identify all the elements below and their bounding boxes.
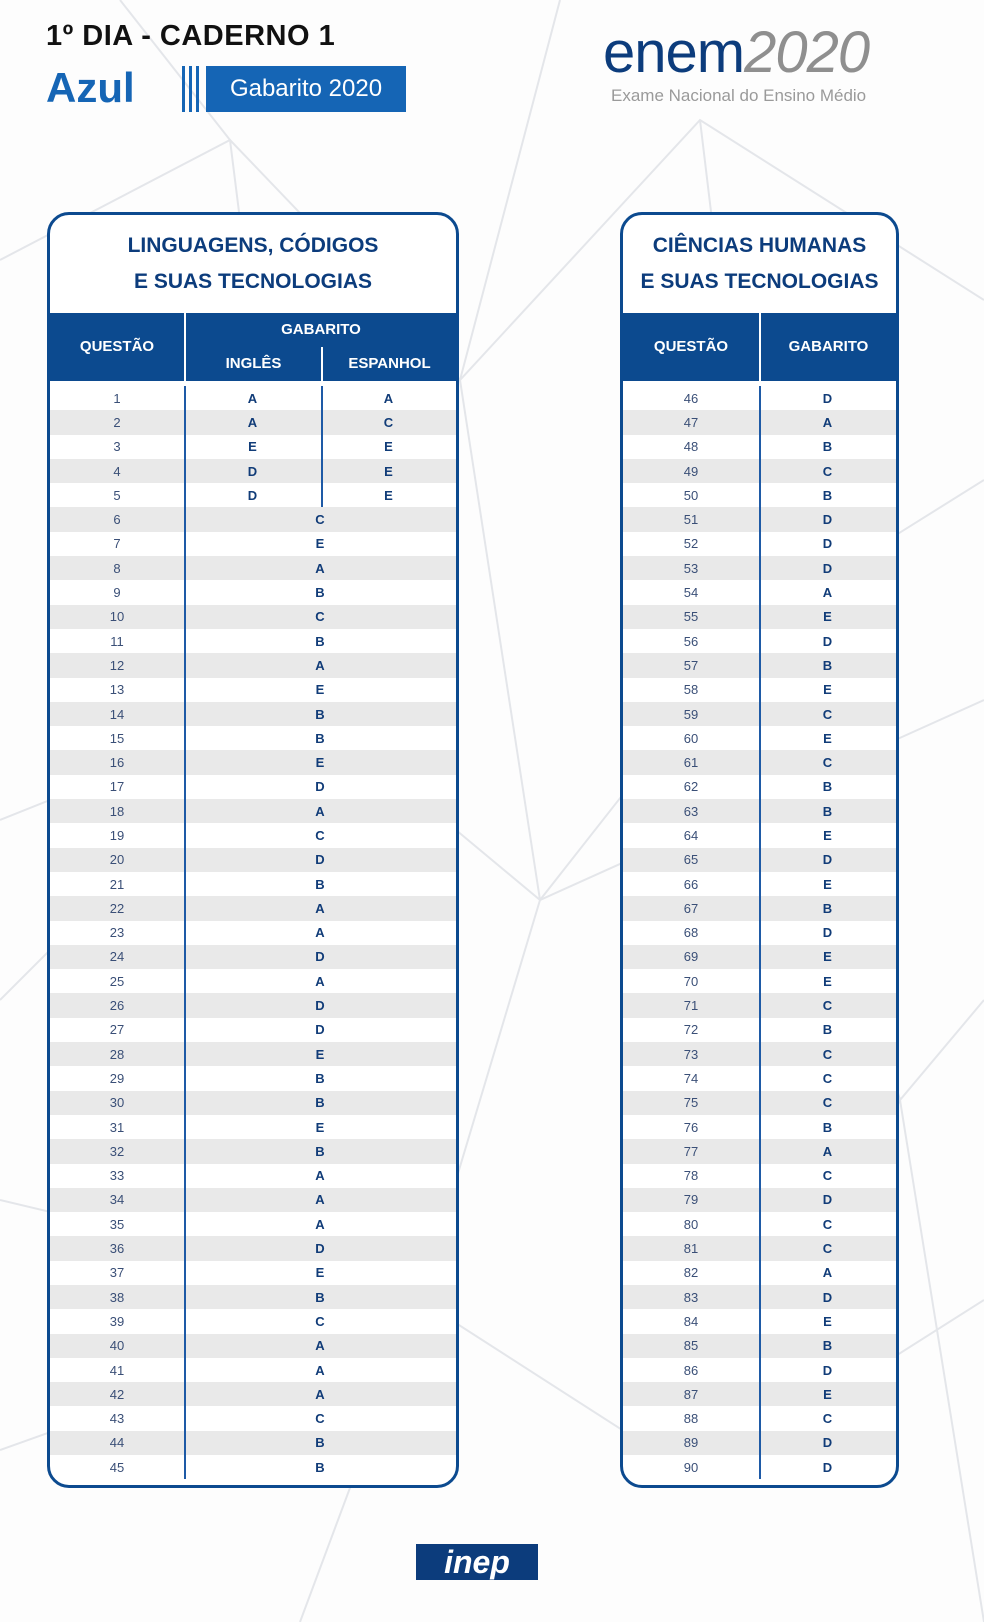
answer: E	[315, 682, 325, 698]
question-number: 54	[683, 585, 699, 601]
question-number: 12	[109, 657, 125, 673]
answer: C	[822, 1168, 833, 1184]
question-number: 56	[683, 633, 699, 649]
question-number: 6	[113, 512, 121, 528]
answer: D	[822, 852, 833, 868]
answer-ingles: A	[247, 414, 258, 430]
question-number: 74	[683, 1070, 699, 1086]
answer: B	[822, 439, 833, 455]
question-number: 42	[109, 1386, 125, 1402]
question-number: 23	[109, 925, 125, 941]
answer-ingles: D	[247, 463, 258, 479]
answer: C	[822, 998, 833, 1014]
question-number: 83	[683, 1289, 699, 1305]
answer: A	[315, 1386, 325, 1402]
panel-title	[50, 215, 456, 313]
question-number: 73	[683, 1046, 699, 1062]
table-row	[50, 945, 456, 969]
question-number: 65	[683, 852, 699, 868]
question-number: 59	[683, 706, 699, 722]
answer: D	[822, 925, 833, 941]
table-row	[50, 580, 456, 604]
table-row	[50, 823, 456, 847]
table-row	[50, 1212, 456, 1236]
answer: D	[315, 779, 325, 795]
question-number: 13	[109, 682, 125, 698]
question-number: 79	[683, 1192, 699, 1208]
answer: B	[315, 1070, 325, 1086]
enem-logo-wordmark	[603, 22, 869, 84]
enem-logo-subtitle: Exame Nacional do Ensino Médio	[611, 86, 867, 105]
answer: D	[315, 1241, 325, 1257]
table-row	[50, 848, 456, 872]
answer: D	[822, 633, 833, 649]
table-row	[50, 678, 456, 702]
table-row	[50, 507, 456, 531]
question-number: 51	[683, 512, 699, 528]
answer: E	[823, 1386, 832, 1402]
question-number: 84	[683, 1313, 699, 1329]
question-number: 28	[109, 1046, 125, 1062]
question-number: 27	[109, 1022, 125, 1038]
table-row	[50, 1261, 456, 1285]
answer: E	[315, 1119, 325, 1135]
question-number: 89	[683, 1435, 699, 1451]
answer: E	[315, 755, 325, 771]
answer: E	[823, 609, 832, 625]
panel-title-line1: CIÊNCIAS HUMANAS	[652, 234, 867, 257]
answer: D	[822, 390, 833, 406]
answer-espanhol: C	[383, 414, 394, 430]
question-number: 15	[109, 730, 125, 746]
table-row	[50, 483, 456, 507]
answer: A	[822, 414, 833, 430]
question-number: 34	[109, 1192, 125, 1208]
answer: B	[822, 1119, 833, 1135]
question-number: 57	[683, 657, 699, 673]
question-number: 62	[683, 779, 699, 795]
question-number: 46	[683, 390, 699, 406]
answer: C	[822, 1241, 833, 1257]
answer: A	[822, 585, 833, 601]
question-number: 18	[109, 803, 125, 819]
answer: C	[315, 512, 325, 528]
answer: A	[315, 1168, 325, 1184]
col-ingles: INGLÊS	[225, 355, 282, 372]
question-number: 66	[683, 876, 699, 892]
question-number: 82	[683, 1265, 699, 1281]
answer: C	[822, 1095, 833, 1111]
question-number: 70	[683, 973, 699, 989]
question-number: 52	[683, 536, 699, 552]
question-number: 26	[109, 998, 125, 1014]
question-number: 58	[683, 682, 699, 698]
answer: A	[315, 560, 325, 576]
table-row	[50, 1091, 456, 1115]
question-number: 24	[109, 949, 125, 965]
answer: E	[823, 973, 832, 989]
question-number: 80	[683, 1216, 699, 1232]
answer: D	[315, 852, 325, 868]
table-row	[50, 532, 456, 556]
answer: B	[315, 1095, 325, 1111]
question-number: 21	[109, 876, 125, 892]
answer: B	[315, 585, 325, 601]
question-number: 14	[109, 706, 125, 722]
answer: B	[822, 900, 833, 916]
table-row	[50, 1285, 456, 1309]
question-number: 37	[109, 1265, 125, 1281]
answer: B	[822, 1338, 833, 1354]
answer: A	[315, 803, 325, 819]
answer-ingles: D	[247, 487, 258, 503]
question-number: 67	[683, 900, 699, 916]
divider-bars-icon	[182, 66, 200, 112]
question-number: 3	[113, 439, 121, 455]
table-row	[50, 799, 456, 823]
answer: C	[315, 827, 325, 843]
question-number: 1	[113, 390, 121, 406]
inep-logo-text: inep	[444, 1544, 510, 1580]
answer: A	[315, 973, 325, 989]
booklet-color: Azul	[46, 64, 135, 111]
answer: B	[822, 779, 833, 795]
answer: E	[823, 682, 832, 698]
answer: B	[315, 1459, 325, 1475]
answer: B	[315, 1143, 325, 1159]
answer: E	[823, 827, 832, 843]
answer: C	[315, 1313, 325, 1329]
answer: A	[315, 925, 325, 941]
table-body	[623, 386, 896, 1479]
col-gabarito: GABARITO	[788, 338, 869, 355]
question-number: 81	[683, 1241, 699, 1257]
answer: C	[822, 1046, 833, 1062]
question-number: 47	[683, 414, 699, 430]
question-number: 8	[113, 560, 121, 576]
table-row	[50, 459, 456, 483]
table-row	[50, 435, 456, 459]
answer: C	[315, 1411, 325, 1427]
table-row	[50, 410, 456, 434]
answer: D	[822, 512, 833, 528]
question-number: 63	[683, 803, 699, 819]
question-number: 44	[109, 1435, 125, 1451]
question-number: 64	[683, 827, 699, 843]
question-number: 2	[113, 414, 121, 430]
question-number: 33	[109, 1168, 125, 1184]
table-row	[50, 1042, 456, 1066]
answer: D	[822, 1192, 833, 1208]
question-number: 25	[109, 973, 125, 989]
table-row	[50, 872, 456, 896]
table-row	[50, 896, 456, 920]
question-number: 75	[683, 1095, 699, 1111]
answer: A	[315, 1216, 325, 1232]
answer: C	[822, 1411, 833, 1427]
color-row	[46, 64, 406, 114]
answer: D	[822, 1435, 833, 1451]
col-questao: QUESTÃO	[653, 338, 729, 355]
table-row	[50, 1164, 456, 1188]
table-row	[50, 1066, 456, 1090]
panel-title	[623, 215, 896, 313]
answer: B	[822, 1022, 833, 1038]
question-number: 11	[110, 633, 124, 649]
question-number: 22	[109, 900, 125, 916]
answer: D	[315, 998, 325, 1014]
answer: E	[823, 730, 832, 746]
answer: A	[822, 1143, 833, 1159]
enem-logo	[603, 22, 903, 112]
answer: C	[315, 609, 325, 625]
table-row	[50, 1018, 456, 1042]
panel-linguagens	[47, 212, 459, 1488]
question-number: 41	[109, 1362, 125, 1378]
table-body	[50, 386, 456, 1479]
answer: A	[315, 1192, 325, 1208]
col-gabarito: GABARITO	[281, 321, 361, 338]
question-number: 69	[683, 949, 699, 965]
table-row	[50, 993, 456, 1017]
table-row	[50, 969, 456, 993]
question-number: 7	[113, 536, 121, 552]
answer: B	[315, 1289, 325, 1305]
answer: A	[315, 1362, 325, 1378]
table-row	[50, 653, 456, 677]
table-row	[50, 921, 456, 945]
enem-logo-year: 2020	[744, 20, 870, 85]
table-row	[50, 1406, 456, 1430]
question-number: 85	[683, 1338, 699, 1354]
question-number: 16	[109, 755, 125, 771]
table-row	[50, 1431, 456, 1455]
table-row	[50, 1382, 456, 1406]
question-number: 55	[683, 609, 699, 625]
panel-title-line2: E SUAS TECNOLOGIAS	[640, 270, 879, 293]
question-number: 53	[683, 560, 699, 576]
table-row	[50, 556, 456, 580]
answer: E	[315, 1265, 325, 1281]
table-header	[50, 313, 456, 381]
table-row	[50, 629, 456, 653]
answer: C	[822, 1070, 833, 1086]
table-row	[50, 1188, 456, 1212]
answer: A	[315, 657, 325, 673]
answer: D	[822, 1362, 833, 1378]
question-number: 32	[109, 1143, 125, 1159]
question-number: 35	[109, 1216, 125, 1232]
answer: A	[315, 1338, 325, 1354]
question-number: 87	[683, 1386, 699, 1402]
question-number: 78	[683, 1168, 699, 1184]
table-row	[50, 1358, 456, 1382]
question-number: 45	[109, 1459, 125, 1475]
answer: D	[315, 949, 325, 965]
question-number: 61	[683, 755, 699, 771]
header	[46, 20, 383, 111]
question-number: 77	[683, 1143, 699, 1159]
table-row	[50, 775, 456, 799]
question-number: 49	[683, 463, 699, 479]
question-number: 20	[109, 852, 125, 868]
question-number: 4	[113, 463, 121, 479]
table-row	[50, 1115, 456, 1139]
answer-espanhol: E	[384, 439, 393, 455]
question-number: 43	[109, 1411, 125, 1427]
table-row	[50, 1334, 456, 1358]
question-number: 60	[683, 730, 699, 746]
question-number: 48	[683, 439, 699, 455]
answer-espanhol: E	[384, 463, 393, 479]
table-row	[50, 1236, 456, 1260]
answer: C	[822, 463, 833, 479]
question-number: 5	[113, 487, 121, 503]
answer: D	[822, 536, 833, 552]
col-espanhol: ESPANHOL	[348, 355, 431, 372]
question-number: 19	[109, 827, 125, 843]
col-questao: QUESTÃO	[79, 338, 155, 355]
answer: B	[822, 803, 833, 819]
answer-ingles: E	[248, 439, 257, 455]
question-number: 36	[109, 1241, 125, 1257]
question-number: 86	[683, 1362, 699, 1378]
answer: B	[315, 730, 325, 746]
answer: E	[315, 536, 325, 552]
day-title: 1º DIA - CADERNO 1	[46, 20, 336, 52]
answer: C	[822, 706, 833, 722]
question-number: 39	[109, 1313, 125, 1329]
table-row	[50, 726, 456, 750]
answer-espanhol: E	[384, 487, 393, 503]
enem-logo-word: enem	[603, 20, 745, 85]
answer-espanhol: A	[383, 390, 394, 406]
table-row	[50, 605, 456, 629]
gabarito-badge: Gabarito 2020	[206, 66, 406, 112]
answer: B	[822, 487, 833, 503]
answer: D	[822, 1459, 833, 1475]
answer: E	[823, 876, 832, 892]
question-number: 40	[109, 1338, 125, 1354]
question-number: 71	[683, 998, 699, 1014]
panel-title-line1: LINGUAGENS, CÓDIGOS	[127, 234, 379, 257]
panel-ciencias-humanas	[620, 212, 899, 1488]
answer: C	[822, 1216, 833, 1232]
table-row	[50, 750, 456, 774]
answer: D	[822, 1289, 833, 1305]
question-number: 30	[109, 1095, 125, 1111]
answer: B	[315, 876, 325, 892]
answer-ingles: A	[247, 390, 258, 406]
panel-title-line2: E SUAS TECNOLOGIAS	[133, 270, 373, 293]
table-row	[50, 1309, 456, 1333]
answer: B	[315, 1435, 325, 1451]
question-number: 76	[683, 1119, 699, 1135]
inep-logo	[416, 1544, 538, 1580]
question-number: 38	[109, 1289, 125, 1305]
question-number: 88	[683, 1411, 699, 1427]
question-number: 17	[109, 779, 125, 795]
answer: A	[315, 900, 325, 916]
answer: E	[823, 949, 832, 965]
question-number: 31	[109, 1119, 125, 1135]
table-row	[50, 1455, 456, 1479]
answer: B	[315, 706, 325, 722]
question-number: 72	[683, 1022, 699, 1038]
table-row	[50, 1139, 456, 1163]
answer: B	[822, 657, 833, 673]
answer: D	[315, 1022, 325, 1038]
answer: E	[823, 1313, 832, 1329]
answer: E	[315, 1046, 325, 1062]
question-number: 50	[683, 487, 699, 503]
question-number: 10	[109, 609, 125, 625]
table-header	[623, 313, 896, 381]
answer: C	[822, 755, 833, 771]
answer: D	[822, 560, 833, 576]
answer: B	[315, 633, 325, 649]
question-number: 68	[683, 925, 699, 941]
question-number: 9	[113, 585, 121, 601]
question-number: 90	[683, 1459, 699, 1475]
question-number: 29	[109, 1070, 125, 1086]
table-row	[50, 386, 456, 410]
answer: A	[822, 1265, 833, 1281]
table-row	[50, 702, 456, 726]
